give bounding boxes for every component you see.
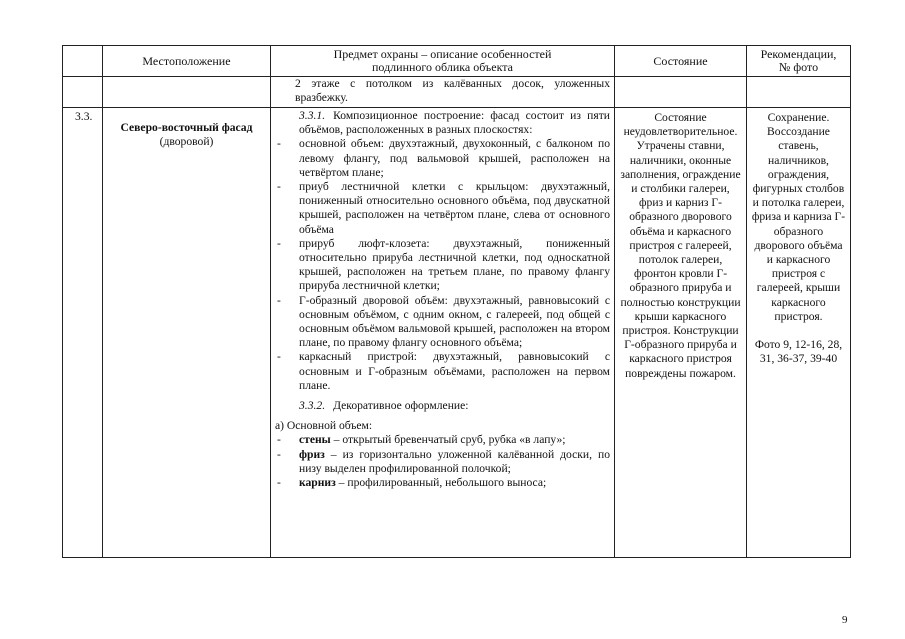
row-location xyxy=(103,108,271,558)
header-subject xyxy=(271,46,615,77)
row-number: 3.3. xyxy=(63,108,103,558)
protection-subject-table xyxy=(62,45,851,558)
list-item: - каркасный пристрой: двухэтажный, равновысокий с основным и Г-образным объёмами, расположен на первом плане. xyxy=(275,350,610,393)
continuation-row xyxy=(63,77,851,108)
paragraph-3-3-2 xyxy=(275,399,610,413)
header-subject-line1: Предмет охраны – описание особенностей xyxy=(333,47,552,61)
header-subject-line2: подлинного облика объекта xyxy=(372,60,513,74)
list-item: - карниз – профилированный, небольшого выноса; xyxy=(275,476,610,490)
row-recommendation xyxy=(747,108,851,558)
header-location: Местоположение xyxy=(103,46,271,77)
p1-number: 3.3.1. xyxy=(299,109,326,122)
header-state: Состояние xyxy=(615,46,747,77)
photo-refs: Фото 9, 12-16, 28, 31, 36-37, 39-40 xyxy=(754,338,843,366)
header-rec-line1: Рекомендации, xyxy=(760,47,837,61)
recommendation-text: Сохранение. Воссоздание ставень, наличников, ограждения, фигурных столбов и потолка галереи, фриза и карниза Г-образного дворового объёма и каркасного пристроя с галереей, крыши каркасного пристроя. xyxy=(751,111,846,323)
list-item: - приуб лестничной клетки с крыльцом: двухэтажный, пониженный относительно основного объёма, под двускатной крышей, расположен на четвёртом плане, слева от основного объёма xyxy=(275,180,610,237)
list-item: - фриз – из горизонтально уложенной калёванной доски, по низу выделен профилированной полочкой; xyxy=(275,448,610,476)
continuation-text: 2 этаже с потолком из калёванных досок, уложенных вразбежку. xyxy=(271,77,615,108)
p1-text: Композиционное построение: фасад состоит из пяти объёмов, расположенных в разных плоскостях: xyxy=(299,109,610,137)
row-state: Состояние неудовлетворительное. Утрачены ставни, наличники, оконные заполнения, ограждение и столбики галереи, фриз и карниз Г-образного дворового объёма и каркасного пристроя с галереей, потолок галереи, фронтон кровли Г-образного прируба и полностью конструкции крыши каркасного пристроя. Конструкции Г-образного прируба и каркасного пристроя повреждены пожаром. xyxy=(615,108,747,558)
header-rec-line2: № фото xyxy=(778,60,819,74)
location-rest: (дворовой) xyxy=(159,135,214,149)
list-item: - стены – открытый бревенчатый сруб, рубка «в лапу»; xyxy=(275,433,610,447)
list-item: - основной объем: двухэтажный, двухоконный, с балконом по левому флангу, под вальмовой крышей, расположен на четвёртом плане; xyxy=(275,137,610,180)
p3-list xyxy=(275,433,610,490)
paragraph-3-3-1 xyxy=(275,109,610,137)
p2-number: 3.3.2. xyxy=(299,399,326,413)
paragraph-main-volume: а) Основной объем: xyxy=(275,419,373,433)
header-recommendations xyxy=(747,46,851,77)
location-bold: Северо-восточный фасад xyxy=(120,121,253,134)
header-number xyxy=(63,46,103,77)
list-item: - Г-образный дворовой объём: двухэтажный, равновысокий с основным объёмом, с одним окном, с галереей, под общей с основным объёмом вальмовой крышей, расположен на втором плане, по правому флангу основного объёма; xyxy=(275,294,610,351)
p1-list xyxy=(275,137,610,393)
list-item: - прируб люфт-клозета: двухэтажный, пониженный относительно прируба лестничной клетки, под односкатной крышей, расположен на третьем плане, по правому флангу прируба лестничной клетки; xyxy=(275,237,610,294)
p2-text: Декоративное оформление: xyxy=(333,399,469,413)
row-description xyxy=(271,108,615,558)
table-header-row xyxy=(63,46,851,77)
table-row-3-3 xyxy=(63,108,851,558)
page-number: 9 xyxy=(842,614,848,626)
